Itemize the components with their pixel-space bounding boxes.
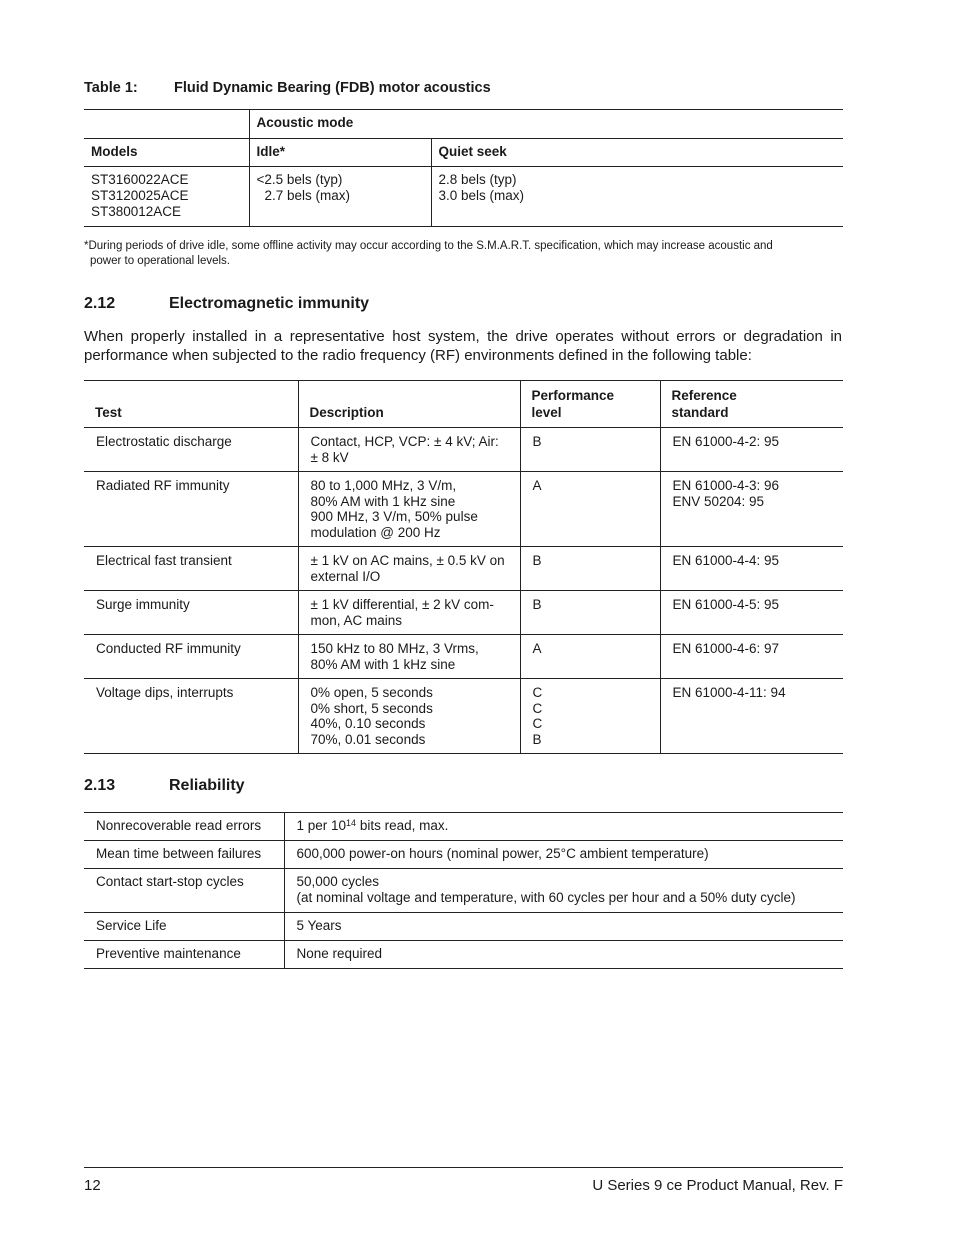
performance-header [520, 381, 660, 428]
table1-caption-title: Fluid Dynamic Bearing (FDB) motor acoustics [174, 80, 491, 96]
emi-row-conducted [84, 635, 843, 679]
emi-standard: EN 61000-4-11: 94 [660, 679, 843, 754]
quiet-seek-cell [431, 167, 843, 227]
idle-max: 2.7 bels (max) [264, 188, 351, 203]
table1-caption-number: Table 1: [84, 80, 138, 96]
reliability-value [284, 813, 843, 841]
emi-test: Voltage dips, interrupts [84, 679, 298, 754]
emi-row-fast-transient [84, 547, 843, 591]
footnote-line-1: *During periods of drive idle, some offline activity may occur according to the S.M.A.R.T. specification, which may increase acoustic and [84, 240, 773, 252]
emi-standard: EN 61000-4-5: 95 [660, 591, 843, 635]
acoustics-empty-cell [84, 110, 249, 139]
section-title: Electromagnetic immunity [169, 295, 370, 312]
acoustics-footnote [84, 239, 843, 269]
model-name: ST3160022ACE [91, 172, 189, 187]
emi-test: Surge immunity [84, 591, 298, 635]
emi-description: ± 1 kV on AC mains, ± 0.5 kV on external I/O [298, 547, 520, 591]
performance-header-line-1: Performance [531, 388, 615, 403]
reliability-label: Mean time between failures [84, 841, 284, 869]
reliability-label: Contact start-stop cycles [84, 869, 284, 913]
reference-header [660, 381, 843, 428]
footer-rule [84, 1167, 843, 1168]
ber-prefix: 1 per 10 [296, 818, 347, 833]
reliability-value: 600,000 power-on hours (nominal power, 25°C ambient temperature) [284, 841, 843, 869]
performance-header-line-2: level [531, 405, 562, 420]
section-heading-2-12 [84, 295, 369, 313]
models-cell [84, 167, 249, 227]
reliability-value: None required [284, 941, 843, 969]
emi-description: ± 1 kV differential, ± 2 kV com- mon, AC mains [298, 591, 520, 635]
reference-header-line-1: Reference [671, 388, 737, 403]
emi-test: Radiated RF immunity [84, 472, 298, 547]
idle-cell [249, 167, 431, 227]
ber-exponent: 14 [346, 818, 357, 828]
emi-level: B [520, 591, 660, 635]
reliability-row [84, 813, 843, 841]
emi-description: 150 kHz to 80 MHz, 3 Vrms, 80% AM with 1 kHz sine [298, 635, 520, 679]
reliability-row [84, 913, 843, 941]
emi-description: Contact, HCP, VCP: ± 4 kV; Air: ± 8 kV [298, 428, 520, 472]
reliability-table [84, 812, 843, 969]
emi-standard: EN 61000-4-3: 96 ENV 50204: 95 [660, 472, 843, 547]
cycles-value: 50,000 cycles [296, 874, 380, 889]
emi-row-esd [84, 428, 843, 472]
emi-intro-paragraph: When properly installed in a representative host system, the drive operates without errors or degradation in performance when subjected to the radio frequency (RF) environments defined in the following table: [84, 328, 842, 364]
emi-test: Conducted RF immunity [84, 635, 298, 679]
reliability-label: Preventive maintenance [84, 941, 284, 969]
section-number: 2.12 [84, 295, 116, 312]
table1-caption [84, 80, 491, 96]
reliability-value [284, 869, 843, 913]
emi-standard: EN 61000-4-2: 95 [660, 428, 843, 472]
acoustics-header-row-1 [84, 110, 843, 139]
emi-row-radiated [84, 472, 843, 547]
idle-header: Idle* [249, 139, 431, 167]
emi-test: Electrical fast transient [84, 547, 298, 591]
acoustics-data-row [84, 167, 843, 227]
page-number: 12 [84, 1177, 101, 1194]
quiet-typ: 2.8 bels (typ) [438, 172, 517, 187]
reliability-label: Service Life [84, 913, 284, 941]
section-title: Reliability [169, 777, 245, 794]
acoustic-mode-header: Acoustic mode [249, 110, 843, 139]
emi-standard: EN 61000-4-6: 97 [660, 635, 843, 679]
emi-description: 0% open, 5 seconds 0% short, 5 seconds 40%, 0.10 seconds 70%, 0.01 seconds [298, 679, 520, 754]
emi-level: A [520, 472, 660, 547]
quiet-max: 3.0 bels (max) [438, 188, 525, 203]
reliability-row [84, 841, 843, 869]
emi-row-surge [84, 591, 843, 635]
test-header: Test [84, 381, 298, 428]
section-number: 2.13 [84, 777, 116, 794]
emi-level: B [520, 547, 660, 591]
acoustics-table [84, 109, 843, 227]
quiet-seek-header: Quiet seek [431, 139, 843, 167]
idle-typ: <2.5 bels (typ) [256, 172, 343, 187]
models-header: Models [84, 139, 249, 167]
emi-standard: EN 61000-4-4: 95 [660, 547, 843, 591]
footnote-line-2: power to operational levels. [90, 255, 230, 267]
model-name: ST3120025ACE [91, 188, 189, 203]
reliability-value: 5 Years [284, 913, 843, 941]
emi-header-row [84, 381, 843, 428]
reliability-row [84, 869, 843, 913]
reference-header-line-2: standard [671, 405, 729, 420]
cycles-note: (at nominal voltage and temperature, with 60 cycles per hour and a 50% duty cycle) [296, 890, 796, 905]
reliability-row [84, 941, 843, 969]
emi-level: B [520, 428, 660, 472]
ber-suffix: bits read, max. [356, 818, 449, 833]
emi-row-voltage-dips [84, 679, 843, 754]
section-heading-2-13 [84, 777, 245, 795]
footer-title: U Series 9 ce Product Manual, Rev. F [592, 1177, 843, 1194]
description-header: Description [298, 381, 520, 428]
emi-level: C C C B [520, 679, 660, 754]
emi-table [84, 380, 843, 754]
emi-level: A [520, 635, 660, 679]
emi-test: Electrostatic discharge [96, 434, 232, 449]
model-name: ST380012ACE [91, 204, 182, 219]
acoustics-header-row-2 [84, 139, 843, 167]
emi-description: 80 to 1,000 MHz, 3 V/m, 80% AM with 1 kHz sine 900 MHz, 3 V/m, 50% pulse modulation @ 200 Hz [298, 472, 520, 547]
reliability-label: Nonrecoverable read errors [84, 813, 284, 841]
